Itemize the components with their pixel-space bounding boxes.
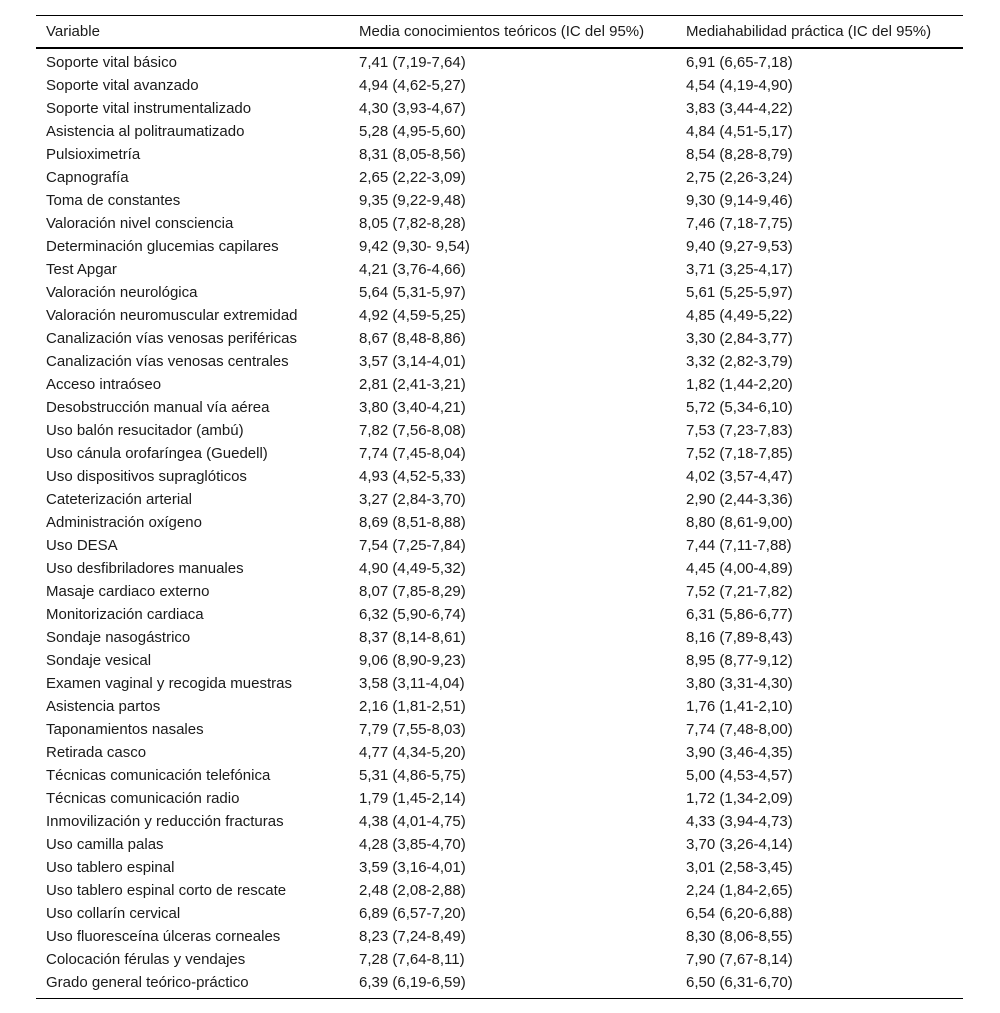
- table-row: [36, 764, 963, 787]
- table-row: [36, 74, 963, 97]
- cell-practice-mean: 4,45 (4,00-4,89): [686, 559, 793, 577]
- cell-theory-mean: 2,65 (2,22-3,09): [359, 168, 466, 186]
- cell-theory-mean: 7,28 (7,64-8,11): [359, 950, 465, 968]
- cell-theory-mean: 4,77 (4,34-5,20): [359, 743, 466, 761]
- cell-variable: Asistencia al politraumatizado: [46, 122, 245, 140]
- cell-variable: Pulsioximetría: [46, 145, 141, 163]
- table-row: [36, 649, 963, 672]
- cell-theory-mean: 8,05 (7,82-8,28): [359, 214, 466, 232]
- cell-practice-mean: 3,83 (3,44-4,22): [686, 99, 793, 117]
- cell-practice-mean: 9,30 (9,14-9,46): [686, 191, 793, 209]
- table-row: [36, 626, 963, 649]
- table-row: [36, 948, 963, 971]
- table-row: [36, 465, 963, 488]
- cell-variable: Técnicas comunicación radio: [46, 789, 240, 807]
- cell-practice-mean: 3,70 (3,26-4,14): [686, 835, 793, 853]
- cell-practice-mean: 5,72 (5,34-6,10): [686, 398, 793, 416]
- cell-theory-mean: 8,67 (8,48-8,86): [359, 329, 466, 347]
- table-row: [36, 48, 963, 74]
- table-row: [36, 212, 963, 235]
- cell-practice-mean: 6,91 (6,65-7,18): [686, 53, 793, 71]
- cell-variable: Uso balón resucitador (ambú): [46, 421, 244, 439]
- cell-theory-mean: 7,41 (7,19-7,64): [359, 53, 466, 71]
- cell-variable: Soporte vital instrumentalizado: [46, 99, 252, 117]
- table-row: [36, 327, 963, 350]
- results-table: [36, 15, 963, 999]
- cell-theory-mean: 5,31 (4,86-5,75): [359, 766, 466, 784]
- table-row: [36, 189, 963, 212]
- cell-variable: Sondaje nasogástrico: [46, 628, 191, 646]
- cell-practice-mean: 3,30 (2,84-3,77): [686, 329, 793, 347]
- table-row: [36, 97, 963, 120]
- cell-variable: Técnicas comunicación telefónica: [46, 766, 271, 784]
- cell-variable: Colocación férulas y vendajes: [46, 950, 246, 968]
- cell-variable: Inmovilización y reducción fracturas: [46, 812, 284, 830]
- cell-practice-mean: 5,61 (5,25-5,97): [686, 283, 793, 301]
- table-row: [36, 695, 963, 718]
- cell-practice-mean: 1,72 (1,34-2,09): [686, 789, 793, 807]
- cell-variable: Uso DESA: [46, 536, 118, 554]
- cell-variable: Uso dispositivos supraglóticos: [46, 467, 247, 485]
- cell-theory-mean: 9,42 (9,30- 9,54): [359, 237, 470, 255]
- cell-theory-mean: 4,92 (4,59-5,25): [359, 306, 466, 324]
- table-row: [36, 235, 963, 258]
- cell-theory-mean: 5,64 (5,31-5,97): [359, 283, 466, 301]
- cell-practice-mean: 4,33 (3,94-4,73): [686, 812, 793, 830]
- cell-theory-mean: 8,07 (7,85-8,29): [359, 582, 466, 600]
- cell-practice-mean: 6,31 (5,86-6,77): [686, 605, 793, 623]
- table-row: [36, 672, 963, 695]
- table-row: [36, 971, 963, 999]
- cell-theory-mean: 3,58 (3,11-4,04): [359, 674, 465, 692]
- cell-theory-mean: 2,16 (1,81-2,51): [359, 697, 466, 715]
- cell-theory-mean: 8,69 (8,51-8,88): [359, 513, 466, 531]
- cell-variable: Administración oxígeno: [46, 513, 202, 531]
- cell-practice-mean: 6,54 (6,20-6,88): [686, 904, 793, 922]
- cell-theory-mean: 9,06 (8,90-9,23): [359, 651, 466, 669]
- cell-practice-mean: 3,01 (2,58-3,45): [686, 858, 793, 876]
- table-row: [36, 879, 963, 902]
- cell-theory-mean: 4,21 (3,76-4,66): [359, 260, 466, 278]
- cell-theory-mean: 8,31 (8,05-8,56): [359, 145, 466, 163]
- cell-variable: Valoración neuromuscular extremidad: [46, 306, 298, 324]
- cell-theory-mean: 1,79 (1,45-2,14): [359, 789, 466, 807]
- cell-theory-mean: 2,81 (2,41-3,21): [359, 375, 466, 393]
- cell-variable: Acceso intraóseo: [46, 375, 162, 393]
- cell-practice-mean: 3,90 (3,46-4,35): [686, 743, 793, 761]
- cell-theory-mean: 3,57 (3,14-4,01): [359, 352, 466, 370]
- cell-variable: Canalización vías venosas centrales: [46, 352, 289, 370]
- cell-variable: Masaje cardiaco externo: [46, 582, 210, 600]
- cell-variable: Taponamientos nasales: [46, 720, 204, 738]
- cell-theory-mean: 2,48 (2,08-2,88): [359, 881, 466, 899]
- table-body: [36, 48, 963, 999]
- header-variable: Variable: [36, 16, 349, 48]
- cell-variable: Uso cánula orofaríngea (Guedell): [46, 444, 268, 462]
- cell-practice-mean: 4,84 (4,51-5,17): [686, 122, 793, 140]
- cell-practice-mean: 8,54 (8,28-8,79): [686, 145, 793, 163]
- cell-variable: Test Apgar: [46, 260, 117, 278]
- cell-variable: Valoración nivel consciencia: [46, 214, 234, 232]
- cell-variable: Valoración neurológica: [46, 283, 198, 301]
- cell-theory-mean: 9,35 (9,22-9,48): [359, 191, 466, 209]
- cell-practice-mean: 2,90 (2,44-3,36): [686, 490, 793, 508]
- cell-theory-mean: 4,94 (4,62-5,27): [359, 76, 466, 94]
- cell-theory-mean: 3,59 (3,16-4,01): [359, 858, 466, 876]
- cell-variable: Capnografía: [46, 168, 129, 186]
- cell-variable: Asistencia partos: [46, 697, 161, 715]
- cell-practice-mean: 7,53 (7,23-7,83): [686, 421, 793, 439]
- cell-practice-mean: 5,00 (4,53-4,57): [686, 766, 793, 784]
- header-practice-mean: Mediahabilidad práctica (IC del 95%): [676, 16, 963, 48]
- cell-practice-mean: 8,16 (7,89-8,43): [686, 628, 793, 646]
- cell-variable: Toma de constantes: [46, 191, 181, 209]
- cell-variable: Uso collarín cervical: [46, 904, 181, 922]
- cell-theory-mean: 7,74 (7,45-8,04): [359, 444, 466, 462]
- table-row: [36, 419, 963, 442]
- cell-theory-mean: 4,93 (4,52-5,33): [359, 467, 466, 485]
- cell-practice-mean: 9,40 (9,27-9,53): [686, 237, 793, 255]
- table-row: [36, 166, 963, 189]
- table-row: [36, 304, 963, 327]
- table-row: [36, 925, 963, 948]
- cell-theory-mean: 4,90 (4,49-5,32): [359, 559, 466, 577]
- cell-practice-mean: 1,82 (1,44-2,20): [686, 375, 793, 393]
- cell-variable: Uso fluoresceína úlceras corneales: [46, 927, 281, 945]
- cell-practice-mean: 8,30 (8,06-8,55): [686, 927, 793, 945]
- table-row: [36, 580, 963, 603]
- header-theory-mean: Media conocimientos teóricos (IC del 95%): [349, 16, 676, 48]
- table-row: [36, 902, 963, 925]
- cell-variable: Retirada casco: [46, 743, 147, 761]
- cell-practice-mean: 4,02 (3,57-4,47): [686, 467, 793, 485]
- cell-practice-mean: 8,95 (8,77-9,12): [686, 651, 793, 669]
- cell-variable: Soporte vital avanzado: [46, 76, 199, 94]
- cell-theory-mean: 6,32 (5,90-6,74): [359, 605, 466, 623]
- cell-variable: Examen vaginal y recogida muestras: [46, 674, 292, 692]
- cell-practice-mean: 3,32 (2,82-3,79): [686, 352, 793, 370]
- cell-practice-mean: 4,85 (4,49-5,22): [686, 306, 793, 324]
- cell-variable: Canalización vías venosas periféricas: [46, 329, 297, 347]
- cell-practice-mean: 7,46 (7,18-7,75): [686, 214, 793, 232]
- table-row: [36, 488, 963, 511]
- table-row: [36, 143, 963, 166]
- cell-practice-mean: 7,74 (7,48-8,00): [686, 720, 793, 738]
- table-row: [36, 741, 963, 764]
- cell-practice-mean: 7,90 (7,67-8,14): [686, 950, 793, 968]
- cell-practice-mean: 1,76 (1,41-2,10): [686, 697, 793, 715]
- cell-variable: Monitorización cardiaca: [46, 605, 204, 623]
- table-row: [36, 534, 963, 557]
- cell-practice-mean: 8,80 (8,61-9,00): [686, 513, 793, 531]
- table-row: [36, 810, 963, 833]
- cell-practice-mean: 7,52 (7,18-7,85): [686, 444, 793, 462]
- table-row: [36, 557, 963, 580]
- table-row: [36, 442, 963, 465]
- table-row: [36, 350, 963, 373]
- table-row: [36, 603, 963, 626]
- cell-theory-mean: 7,54 (7,25-7,84): [359, 536, 466, 554]
- cell-practice-mean: 7,44 (7,11-7,88): [686, 536, 792, 554]
- table-row: [36, 856, 963, 879]
- cell-variable: Uso tablero espinal corto de rescate: [46, 881, 287, 899]
- cell-theory-mean: 3,27 (2,84-3,70): [359, 490, 466, 508]
- cell-theory-mean: 6,39 (6,19-6,59): [349, 971, 676, 999]
- cell-practice-mean: 7,52 (7,21-7,82): [686, 582, 793, 600]
- table-row: [36, 511, 963, 534]
- cell-variable: Soporte vital básico: [46, 53, 177, 71]
- cell-variable: Uso camilla palas: [46, 835, 164, 853]
- cell-theory-mean: 8,23 (7,24-8,49): [359, 927, 466, 945]
- cell-theory-mean: 7,82 (7,56-8,08): [359, 421, 466, 439]
- table-row: [36, 373, 963, 396]
- cell-variable: Sondaje vesical: [46, 651, 152, 669]
- cell-variable: Determinación glucemias capilares: [46, 237, 279, 255]
- table-row: [36, 396, 963, 419]
- cell-variable: Uso tablero espinal: [46, 858, 175, 876]
- cell-theory-mean: 5,28 (4,95-5,60): [359, 122, 466, 140]
- table-row: [36, 120, 963, 143]
- cell-variable: Cateterización arterial: [46, 490, 192, 508]
- cell-practice-mean: 4,54 (4,19-4,90): [686, 76, 793, 94]
- cell-practice-mean: 3,80 (3,31-4,30): [686, 674, 793, 692]
- cell-practice-mean: 6,50 (6,31-6,70): [676, 971, 963, 999]
- cell-theory-mean: 3,80 (3,40-4,21): [359, 398, 466, 416]
- table-row: [36, 718, 963, 741]
- table-row: [36, 787, 963, 810]
- cell-theory-mean: 4,28 (3,85-4,70): [359, 835, 466, 853]
- table-row: [36, 833, 963, 856]
- cell-theory-mean: 7,79 (7,55-8,03): [359, 720, 466, 738]
- cell-variable: Desobstrucción manual vía aérea: [46, 398, 270, 416]
- cell-practice-mean: 3,71 (3,25-4,17): [686, 260, 793, 278]
- cell-practice-mean: 2,24 (1,84-2,65): [686, 881, 793, 899]
- table-row: [36, 281, 963, 304]
- cell-variable: Grado general teórico-práctico: [36, 971, 349, 999]
- table-row: [36, 258, 963, 281]
- cell-practice-mean: 2,75 (2,26-3,24): [686, 168, 793, 186]
- cell-variable: Uso desfibriladores manuales: [46, 559, 244, 577]
- cell-theory-mean: 8,37 (8,14-8,61): [359, 628, 466, 646]
- cell-theory-mean: 4,30 (3,93-4,67): [359, 99, 466, 117]
- header-row: [36, 16, 963, 48]
- cell-theory-mean: 6,89 (6,57-7,20): [359, 904, 466, 922]
- cell-theory-mean: 4,38 (4,01-4,75): [359, 812, 466, 830]
